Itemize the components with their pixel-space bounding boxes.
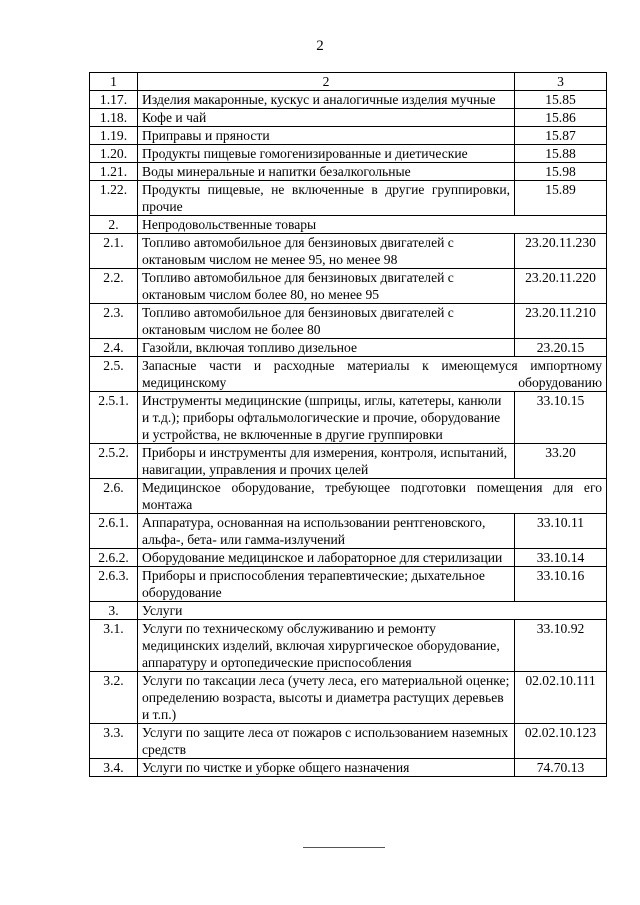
table-row: [90, 514, 607, 549]
row-description: Услуги по защите леса от пожаров с использованием наземных средств: [138, 724, 515, 759]
row-code: 74.70.13: [515, 759, 607, 777]
row-number: 1.19.: [90, 127, 138, 145]
row-description: Воды минеральные и напитки безалкогольные: [138, 163, 515, 181]
table-row: [90, 304, 607, 339]
row-code: 33.10.16: [515, 567, 607, 602]
table-row: [90, 567, 607, 602]
row-number: 3.4.: [90, 759, 138, 777]
row-number: 2.2.: [90, 269, 138, 304]
row-number: 3.3.: [90, 724, 138, 759]
table-row: [90, 127, 607, 145]
row-number: 2.4.: [90, 339, 138, 357]
classification-table: [89, 72, 607, 777]
page-number: 2: [316, 38, 324, 54]
table-row: [90, 145, 607, 163]
row-description: Приборы и приспособления терапевтические; дыхательное оборудование: [138, 567, 515, 602]
row-code: 23.20.15: [515, 339, 607, 357]
row-code: 02.02.10.123: [515, 724, 607, 759]
header-col-1: 1: [90, 73, 138, 91]
row-code: 15.88: [515, 145, 607, 163]
row-number: 2.6.3.: [90, 567, 138, 602]
row-number: 1.18.: [90, 109, 138, 127]
row-description: Оборудование медицинское и лабораторное для стерилизации: [138, 549, 515, 567]
row-description: Топливо автомобильное для бензиновых двигателей с октановым числом более 80, но менее 95: [138, 269, 515, 304]
header-col-2: 2: [138, 73, 515, 91]
row-code: 15.98: [515, 163, 607, 181]
section-row: [90, 216, 607, 234]
section-number: 2.6.: [90, 479, 138, 514]
table-row: [90, 91, 607, 109]
section-title: Запасные части и расходные материалы к имеющемуся импортному медицинскому оборудованию: [138, 357, 607, 392]
row-description: Услуги по техническому обслуживанию и ремонту медицинских изделий, включая хирургическое оборудование, аппаратуру и ортопедические приспособления: [138, 620, 515, 672]
row-code: 23.20.11.230: [515, 234, 607, 269]
section-number: 2.5.: [90, 357, 138, 392]
row-number: 1.21.: [90, 163, 138, 181]
row-description: Приправы и пряности: [138, 127, 515, 145]
section-number: 2.: [90, 216, 138, 234]
table-row: [90, 269, 607, 304]
row-number: 2.5.2.: [90, 444, 138, 479]
row-number: 1.20.: [90, 145, 138, 163]
row-description: Услуги по чистке и уборке общего назначения: [138, 759, 515, 777]
row-description: Инструменты медицинские (шприцы, иглы, катетеры, канюли и т.д.); приборы офтальмологические и прочие, оборудование и устройства, не включенные в другие группировки: [138, 392, 515, 444]
row-code: 02.02.10.111: [515, 672, 607, 724]
table-row: [90, 549, 607, 567]
table-row: [90, 181, 607, 216]
section-title: Медицинское оборудование, требующее подготовки помещения для его монтажа: [138, 479, 607, 514]
row-number: 1.22.: [90, 181, 138, 216]
row-code: 33.10.11: [515, 514, 607, 549]
row-code: 33.20: [515, 444, 607, 479]
row-code: 33.10.14: [515, 549, 607, 567]
section-title: Услуги: [138, 602, 607, 620]
section-number: 3.: [90, 602, 138, 620]
row-code: 15.86: [515, 109, 607, 127]
section-row: [90, 602, 607, 620]
row-description: Продукты пищевые гомогенизированные и диетические: [138, 145, 515, 163]
row-description: Услуги по таксации леса (учету леса, его материальной оценке; определению возраста, высоты и диаметра растущих деревьев и т.п.): [138, 672, 515, 724]
table-header-row: [90, 73, 607, 91]
row-code: 33.10.15: [515, 392, 607, 444]
row-number: 2.5.1.: [90, 392, 138, 444]
row-description: Топливо автомобильное для бензиновых двигателей с октановым числом не менее 95, но менее 98: [138, 234, 515, 269]
row-description: Аппаратура, основанная на использовании рентгеновского, альфа-, бета- или гамма-излучений: [138, 514, 515, 549]
row-number: 3.2.: [90, 672, 138, 724]
section-row: [90, 357, 607, 392]
row-number: 3.1.: [90, 620, 138, 672]
footer-divider: [303, 847, 385, 848]
table-row: [90, 724, 607, 759]
row-number: 2.1.: [90, 234, 138, 269]
row-code: 33.10.92: [515, 620, 607, 672]
row-number: 1.17.: [90, 91, 138, 109]
row-description: Продукты пищевые, не включенные в другие группировки, прочие: [138, 181, 515, 216]
row-description: Изделия макаронные, кускус и аналогичные изделия мучные: [138, 91, 515, 109]
section-title: Непродовольственные товары: [138, 216, 607, 234]
table-row: [90, 620, 607, 672]
table-row: [90, 759, 607, 777]
row-code: 15.85: [515, 91, 607, 109]
row-code: 23.20.11.220: [515, 269, 607, 304]
table-row: [90, 109, 607, 127]
row-code: 15.89: [515, 181, 607, 216]
row-number: 2.6.1.: [90, 514, 138, 549]
table-row: [90, 672, 607, 724]
row-number: 2.3.: [90, 304, 138, 339]
row-description: Приборы и инструменты для измерения, контроля, испытаний, навигации, управления и прочих целей: [138, 444, 515, 479]
row-number: 2.6.2.: [90, 549, 138, 567]
table-row: [90, 163, 607, 181]
section-row: [90, 479, 607, 514]
header-col-3: 3: [515, 73, 607, 91]
row-code: 23.20.11.210: [515, 304, 607, 339]
row-description: Газойли, включая топливо дизельное: [138, 339, 515, 357]
table-row: [90, 339, 607, 357]
row-description: Кофе и чай: [138, 109, 515, 127]
table-row: [90, 392, 607, 444]
row-description: Топливо автомобильное для бензиновых двигателей с октановым числом не более 80: [138, 304, 515, 339]
table-row: [90, 234, 607, 269]
table-row: [90, 444, 607, 479]
row-code: 15.87: [515, 127, 607, 145]
